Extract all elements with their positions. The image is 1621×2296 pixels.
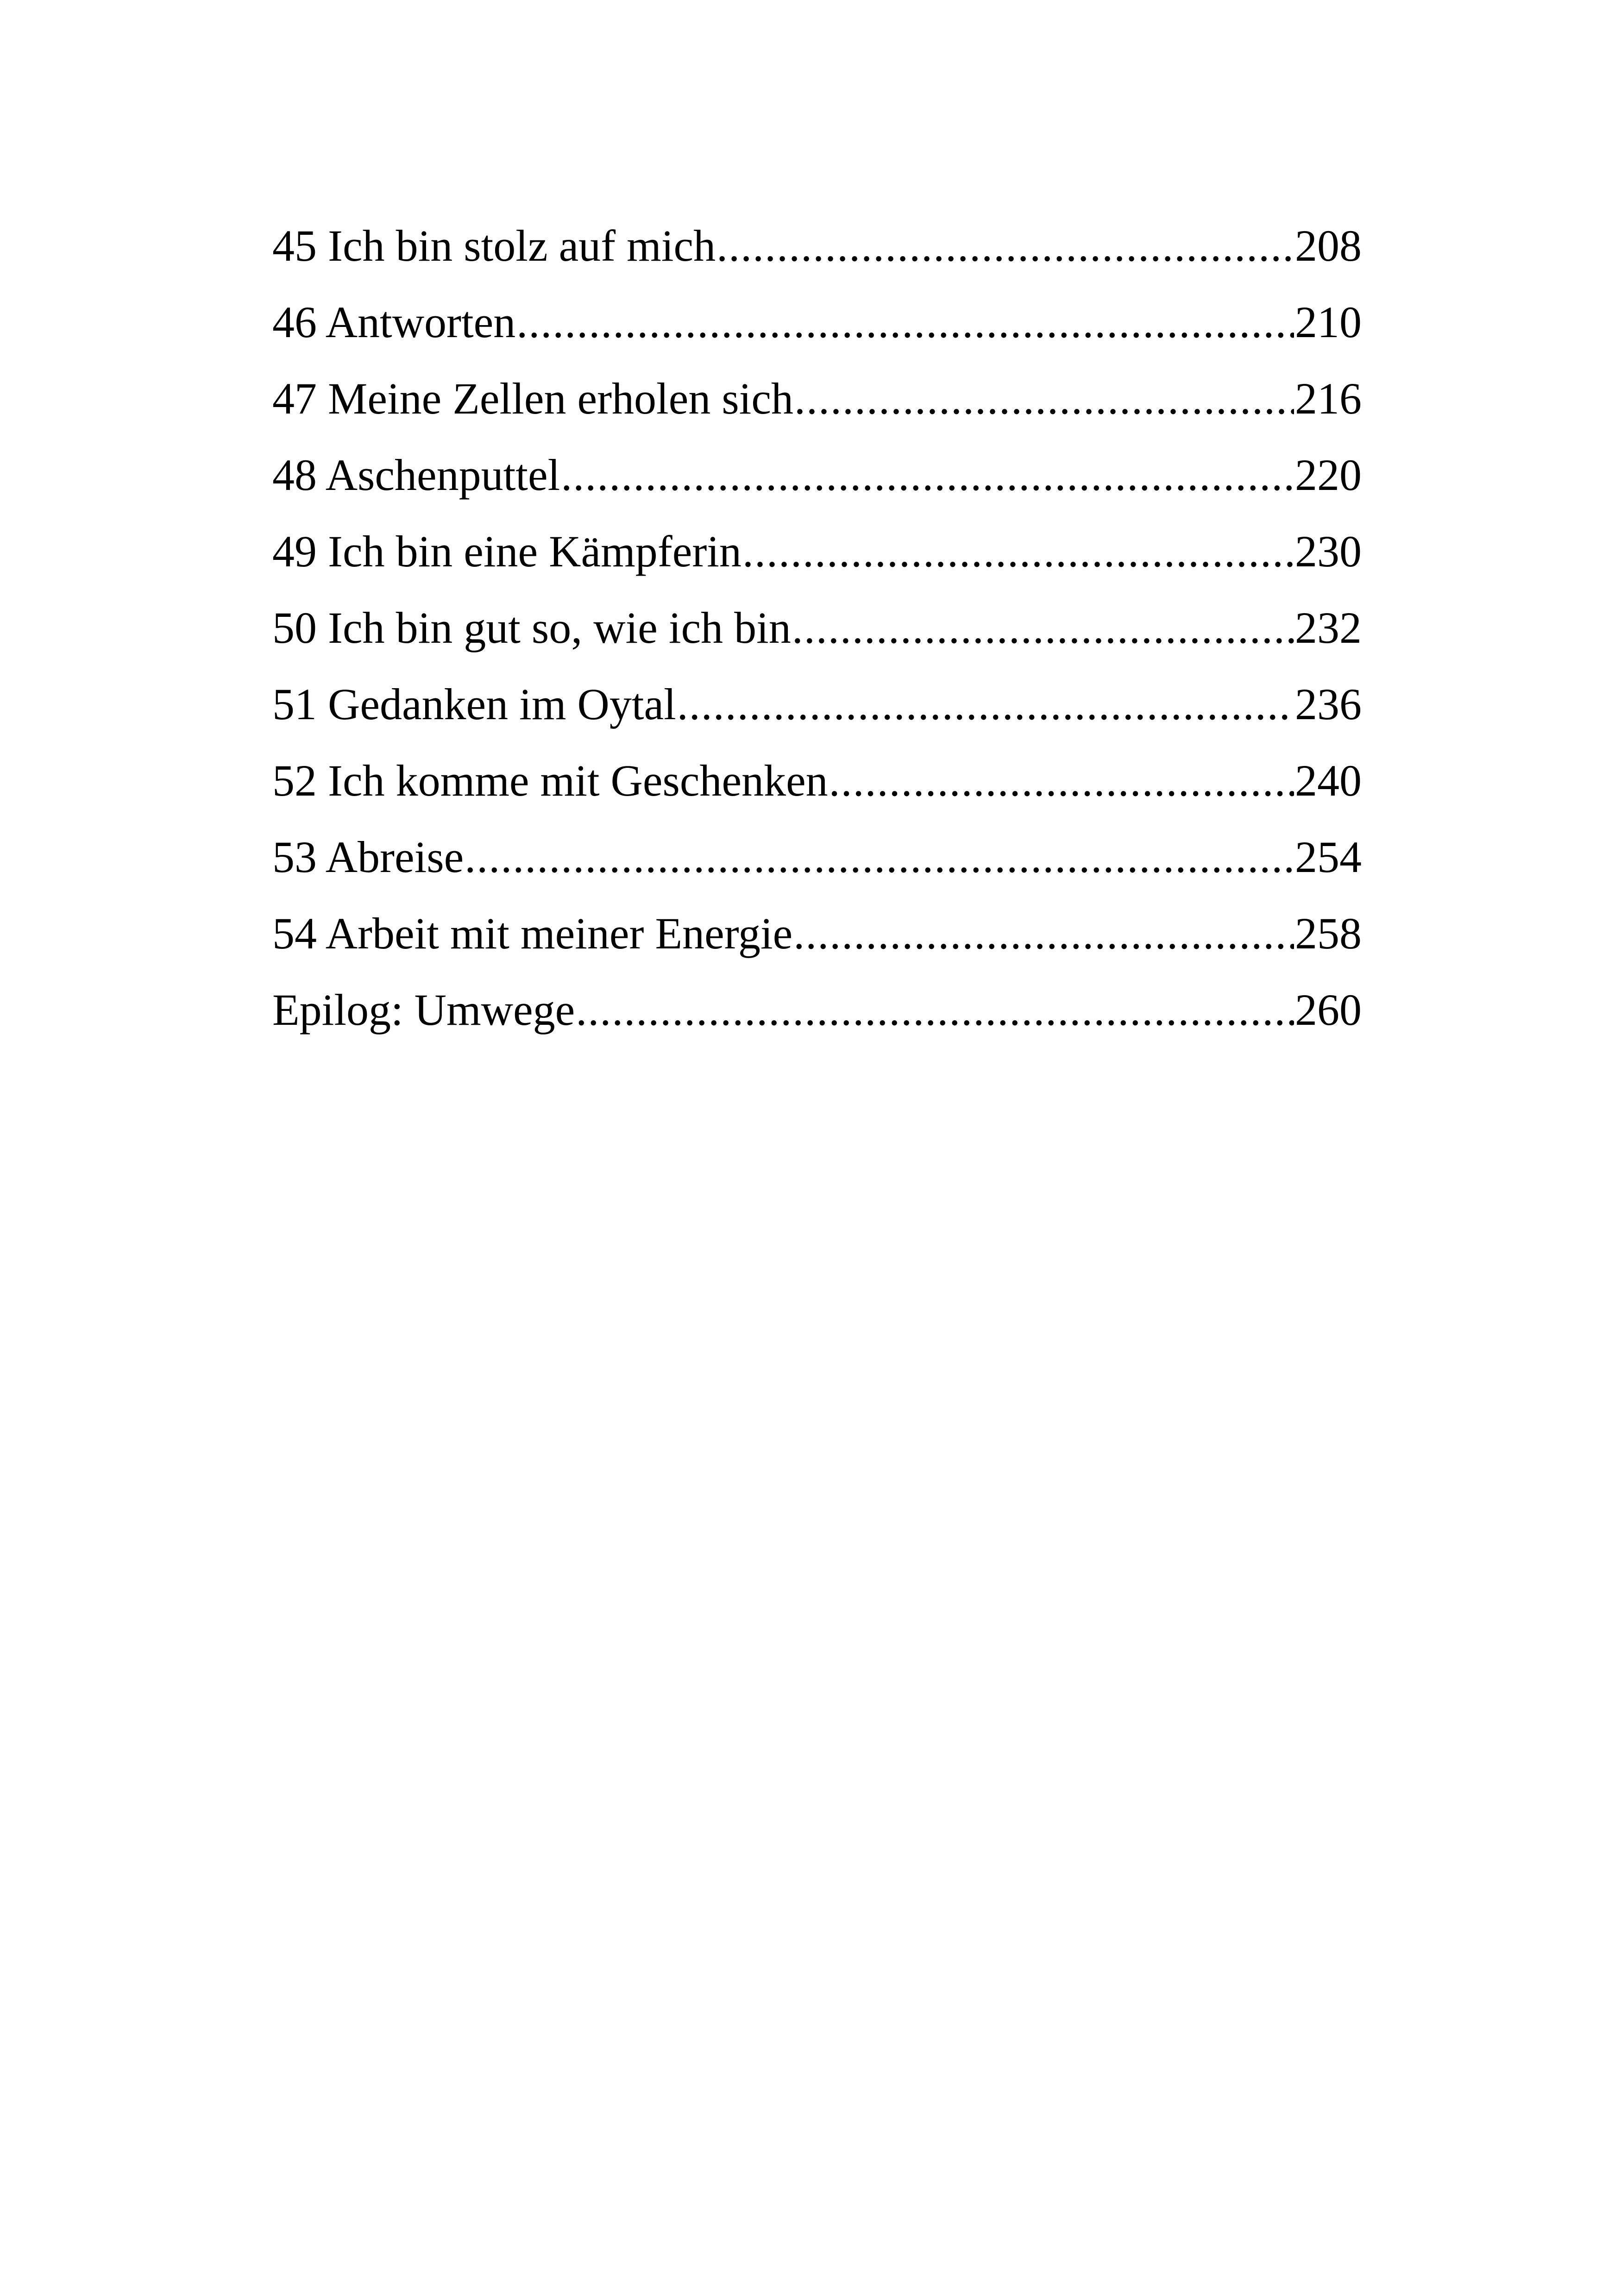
toc-entry-title: 47 Meine Zellen erholen sich xyxy=(272,374,793,423)
toc-entry xyxy=(272,360,1362,437)
toc-entry-title: 54 Arbeit mit meiner Energie xyxy=(272,909,793,958)
toc-entry-page: 232 xyxy=(1295,603,1362,652)
toc-dot-leader xyxy=(794,360,1294,437)
toc-entry xyxy=(272,207,1362,284)
toc-entry xyxy=(272,895,1362,972)
toc-entry-page: 208 xyxy=(1295,221,1362,270)
toc-entry-page: 240 xyxy=(1295,756,1362,805)
toc-entry xyxy=(272,284,1362,360)
toc-entry-title: 51 Gedanken im Oytal xyxy=(272,679,676,729)
toc-dot-leader xyxy=(793,895,1294,972)
toc-entry-title: 53 Abreise xyxy=(272,832,464,882)
toc-entry-title: 52 Ich komme mit Geschenken xyxy=(272,756,828,805)
toc-entry xyxy=(272,742,1362,819)
toc-dot-leader xyxy=(716,207,1294,284)
toc-dot-leader xyxy=(829,742,1294,819)
toc-entry-title: 49 Ich bin eine Kämpferin xyxy=(272,527,741,576)
toc-entry xyxy=(272,437,1362,513)
toc-dot-leader xyxy=(561,437,1294,513)
toc-dot-leader xyxy=(576,972,1294,1048)
toc-entry-title: 48 Aschenputtel xyxy=(272,450,560,500)
toc-entry-page: 236 xyxy=(1295,679,1362,729)
toc-entry-title: 45 Ich bin stolz auf mich xyxy=(272,221,716,270)
toc-entry-page: 258 xyxy=(1295,909,1362,958)
toc-dot-leader xyxy=(792,590,1294,666)
toc-entry xyxy=(272,819,1362,895)
table-of-contents xyxy=(272,207,1362,1048)
toc-entry-title: Epilog: Umwege xyxy=(272,985,575,1035)
toc-dot-leader xyxy=(677,666,1294,742)
toc-entry xyxy=(272,666,1362,742)
toc-entry-title: 46 Antworten xyxy=(272,297,516,347)
toc-entry-page: 220 xyxy=(1295,450,1362,500)
toc-entry-page: 230 xyxy=(1295,527,1362,576)
toc-entry xyxy=(272,513,1362,590)
toc-entry-title: 50 Ich bin gut so, wie ich bin xyxy=(272,603,791,652)
toc-dot-leader xyxy=(742,513,1294,590)
toc-entry-page: 210 xyxy=(1295,297,1362,347)
toc-entry-page: 216 xyxy=(1295,374,1362,423)
toc-entry xyxy=(272,590,1362,666)
toc-entry-page: 260 xyxy=(1295,985,1362,1035)
toc-entry-page: 254 xyxy=(1295,832,1362,882)
toc-entry xyxy=(272,972,1362,1048)
toc-dot-leader xyxy=(465,819,1294,895)
toc-dot-leader xyxy=(516,284,1294,360)
